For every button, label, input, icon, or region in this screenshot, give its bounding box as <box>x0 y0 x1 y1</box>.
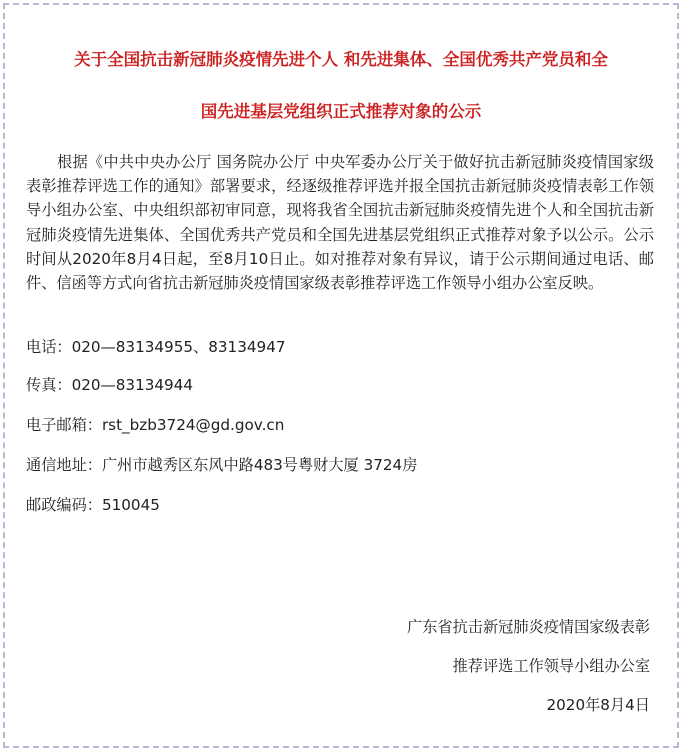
notice-title <box>14 34 668 138</box>
signature-org-line-2: 推荐评选工作领导小组办公室 <box>452 657 650 675</box>
notice-body-paragraph: 根据《中共中央办公厅 国务院办公厅 中央军委办公厅关于做好抗击新冠肺炎疫情国家级表彰推荐评选工作的通知》部署要求，经逐级推荐评选并报全国抗击新冠肺炎疫情表彰工作领导小组办公室、中央组织部初审同意，现将我省全国抗击新冠肺炎疫情先进个人和全国抗击新冠肺炎疫情先进集体、全国优秀共产党员和全国先进基层党组织正式推荐对象予以公示。公示时间从2020年8月4日起，至8月10日止。如对推荐对象有异议，请于公示期间通过电话、邮件、信函等方式向省抗击新冠肺炎疫情国家级表彰推荐评选工作领导小组办公室反映。 <box>26 153 654 293</box>
contact-fax: 传真：020—83134944 <box>26 376 194 394</box>
contact-email: 电子邮箱：rst_bzb3724@gd.gov.cn <box>26 416 285 434</box>
signature-org-line-1: 广东省抗击新冠肺炎疫情国家级表彰 <box>407 618 650 636</box>
title-line-1: 关于全国抗击新冠肺炎疫情先进个人 和先进集体、全国优秀共产党员和全 <box>74 50 608 69</box>
contact-address: 通信地址：广州市越秀区东风中路483号粤财大厦 3724房 <box>26 456 418 474</box>
contact-phone: 电话：020—83134955、83134947 <box>26 338 286 356</box>
signature-date: 2020年8月4日 <box>546 696 650 714</box>
contact-postcode: 邮政编码：510045 <box>26 496 160 514</box>
title-line-2: 国先进基层党组织正式推荐对象的公示 <box>200 102 482 121</box>
